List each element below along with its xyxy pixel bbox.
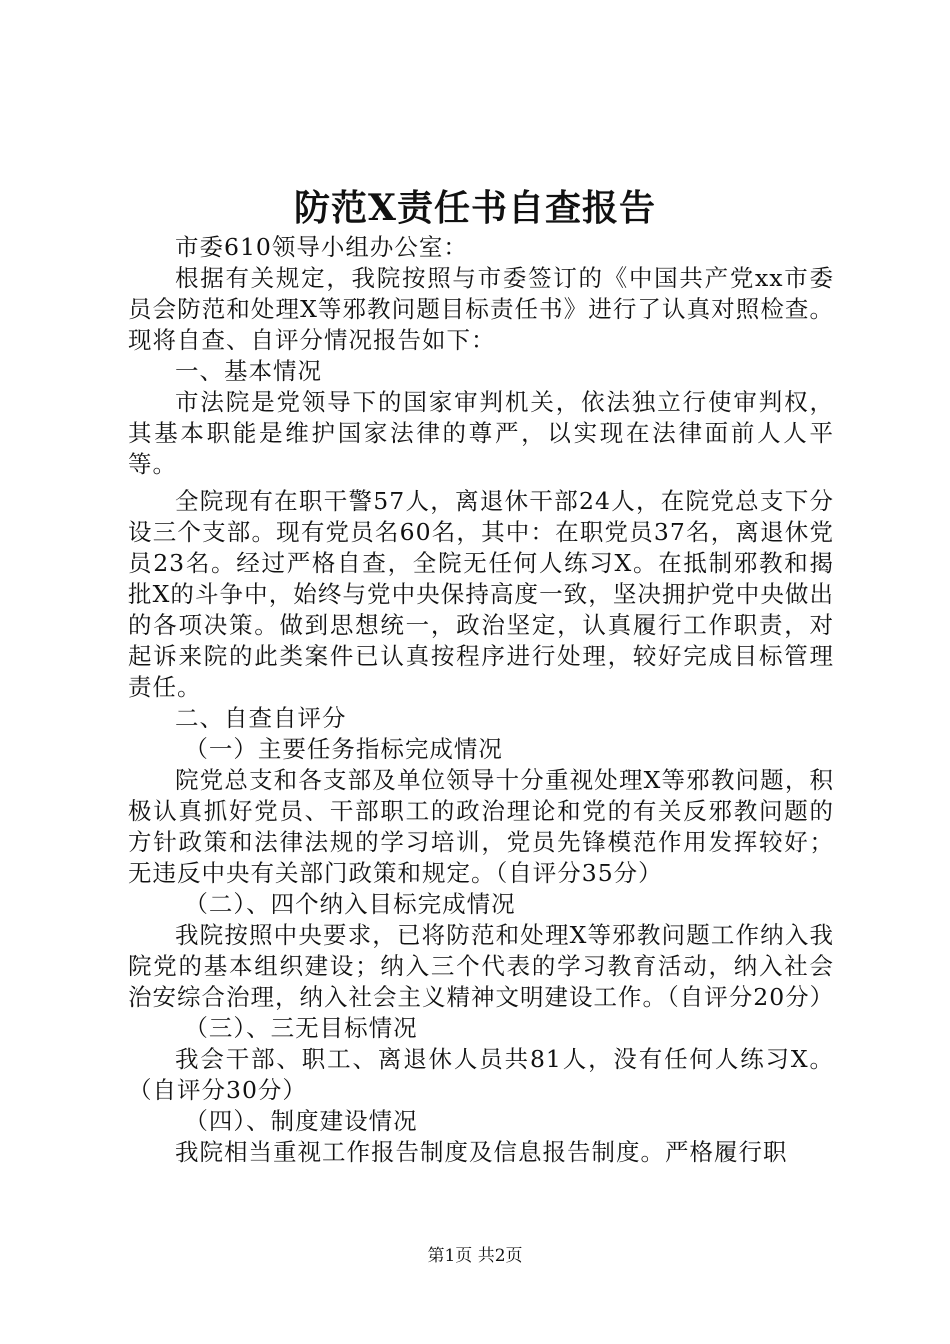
sub3-paragraph: 我会干部、职工、离退休人员共81人，没有任何人练习X。（自评分30分）	[128, 1045, 834, 1104]
section1-paragraph-2: 全院现有在职干警57人，离退休干部24人，在院党总支下分设三个支部。现有党员名60名，其中：在职党员37名，离退休党员23名。经过严格自查，全院无任何人练习X。在抵制邪教和揭批X的斗争中，始终与党中央保持高度一致，坚决拥护党中央做出的各项决策。做到思想统一，政治坚定，认真履行工作职责，对起诉来院的此类案件已认真按程序进行处理，较好完成目标管理责任。	[128, 487, 834, 701]
document-title: 防范X责任书自查报告	[294, 187, 656, 229]
section-heading-self-check: 二、自查自评分	[175, 704, 347, 732]
sub-heading-four-inclusions: （二）、四个纳入目标完成情况	[184, 890, 516, 918]
intro-paragraph: 根据有关规定，我院按照与市委签订的《中国共产党xx市委员会防范和处理X等邪教问题目标责任书》进行了认真对照检查。现将自查、自评分情况报告如下：	[128, 264, 834, 354]
salutation: 市委610领导小组办公室：	[175, 233, 468, 261]
sub-heading-system-building: （四）、制度建设情况	[184, 1107, 418, 1135]
sub2-paragraph: 我院按照中央要求，已将防范和处理X等邪教问题工作纳入我院党的基本组织建设；纳入三个代表的学习教育活动，纳入社会治安综合治理，纳入社会主义精神文明建设工作。（自评分20分）	[128, 921, 835, 1011]
sub-heading-main-tasks: （一）主要任务指标完成情况	[184, 735, 503, 763]
section-heading-basic: 一、基本情况	[175, 357, 322, 385]
section1-paragraph-1: 市法院是党领导下的国家审判机关，依法独立行使审判权，其基本职能是维护国家法律的尊严，以实现在法律面前人人平等。	[128, 388, 834, 478]
page-number-footer: 第1页 共2页	[427, 1246, 523, 1266]
sub1-paragraph: 院党总支和各支部及单位领导十分重视处理X等邪教问题，积极认真抓好党员、干部职工的政治理论和党的有关反邪教问题的方针政策和法律法规的学习培训，党员先锋模范作用发挥较好；无违反中央有关部门政策和规定。（自评分35分）	[128, 766, 834, 887]
sub-heading-three-none: （三）、三无目标情况	[184, 1014, 418, 1042]
sub4-paragraph: 我院相当重视工作报告制度及信息报告制度。严格履行职	[175, 1138, 788, 1166]
document-body	[128, 232, 834, 1168]
